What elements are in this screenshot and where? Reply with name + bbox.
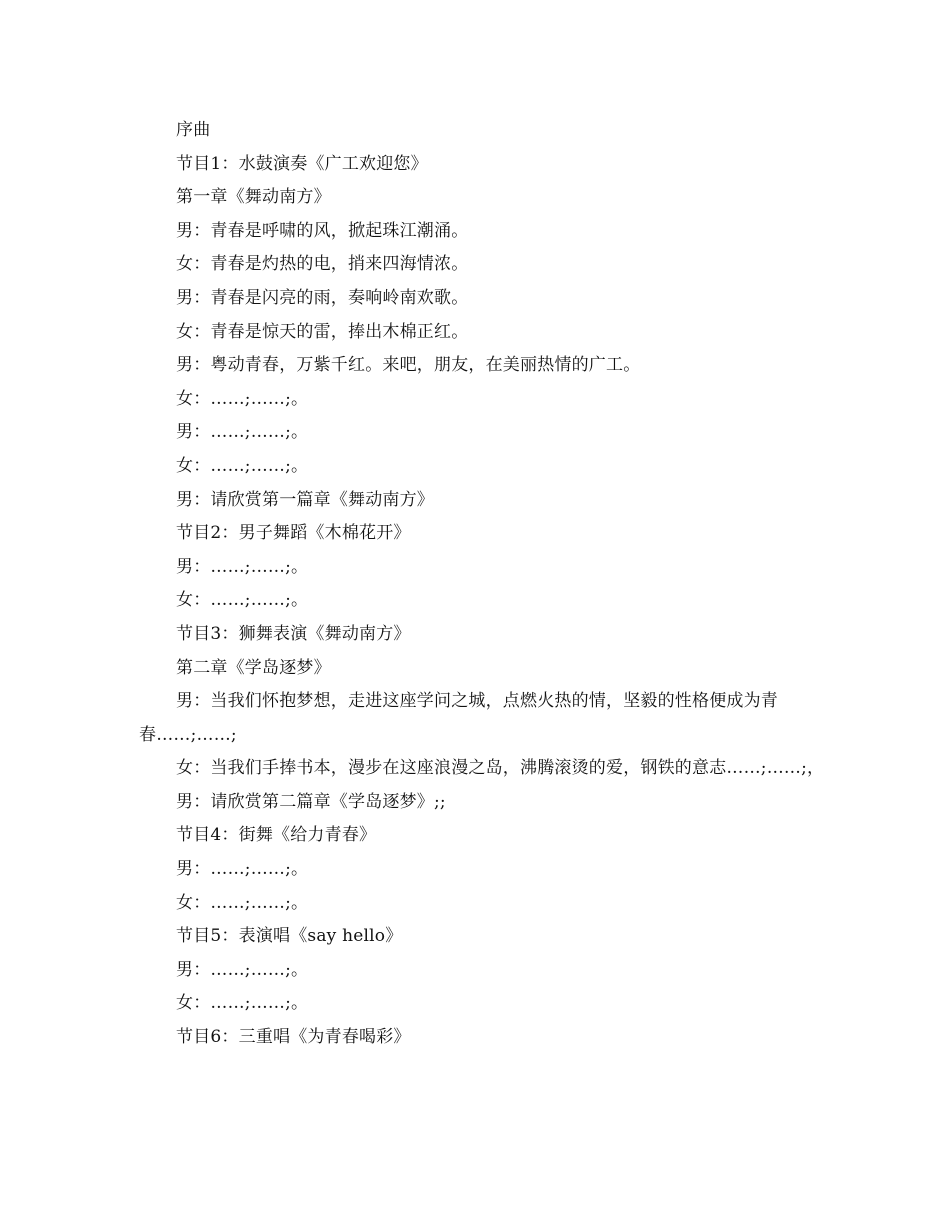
dialogue-line: 男：粤动青春，万紫千红。来吧，朋友，在美丽热情的广工。: [176, 355, 641, 376]
dialogue-line: 女：……;……;。: [176, 455, 309, 476]
dialogue-line: 男：……;……;。: [176, 556, 309, 577]
program-item-3: 节目3：狮舞表演《舞动南方》: [176, 623, 411, 644]
dialogue-line: 男：当我们怀抱梦想，走进这座学问之城，点燃火热的情，坚毅的性格便成为青春……;……;: [139, 691, 778, 745]
dialogue-line: 男：请欣赏第二篇章《学岛逐梦》;;: [176, 791, 446, 812]
dialogue-line: 男：青春是闪亮的雨，奏响岭南欢歌。: [176, 287, 469, 308]
program-item-5: 节目5：表演唱《say hello》: [176, 926, 403, 947]
program-item-6: 节目6：三重唱《为青春喝彩》: [176, 1027, 411, 1048]
document-body: [139, 114, 829, 1055]
dialogue-line: 女：青春是惊天的雷，捧出木棉正红。: [176, 321, 469, 342]
dialogue-line: 女：……;……;。: [176, 892, 309, 913]
dialogue-line: 男：请欣赏第一篇章《舞动南方》: [176, 489, 434, 510]
dialogue-line: 女：……;……;。: [176, 590, 309, 611]
program-item-4: 节目4：街舞《给力青春》: [176, 825, 377, 846]
chapter-heading-2: 第二章《学岛逐梦》: [176, 657, 331, 678]
dialogue-line: 女：当我们手捧书本，漫步在这座浪漫之岛，沸腾滚烫的爱，钢铁的意志……;……;，: [176, 758, 825, 779]
dialogue-line: 女：……;……;。: [176, 993, 309, 1014]
dialogue-line: 男：青春是呼啸的风，掀起珠江潮涌。: [176, 220, 469, 241]
dialogue-line: 男：……;……;。: [176, 859, 309, 880]
dialogue-line: 女：……;……;。: [176, 388, 309, 409]
program-item-1: 节目1：水鼓演奏《广工欢迎您》: [176, 153, 428, 174]
dialogue-line: 男：……;……;。: [176, 959, 309, 980]
program-item-2: 节目2：男子舞蹈《木棉花开》: [176, 523, 411, 544]
dialogue-line: 女：青春是灼热的电，捎来四海情浓。: [176, 254, 469, 275]
dialogue-line: 男：……;……;。: [176, 422, 309, 443]
chapter-heading-1: 第一章《舞动南方》: [176, 187, 331, 208]
section-heading-prelude: 序曲: [176, 120, 211, 140]
